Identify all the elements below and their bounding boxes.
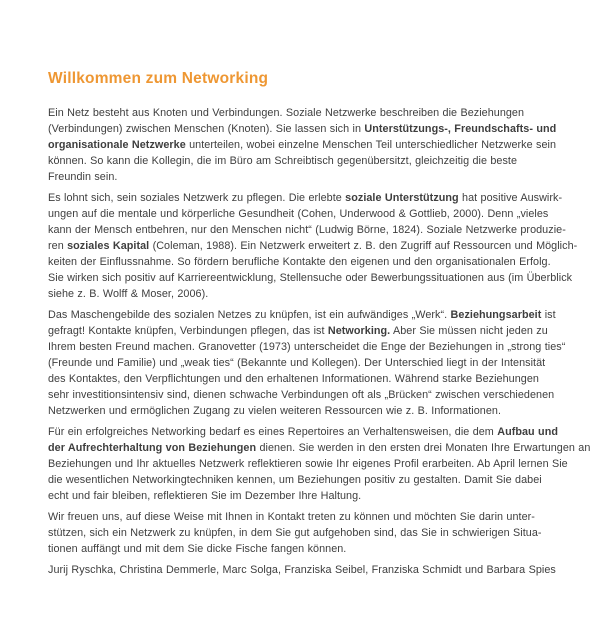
text-run: ist: [541, 309, 556, 321]
text-run: Es lohnt sich, sein soziales Netzwerk zu pflegen. Die erlebte: [48, 192, 346, 204]
text-run: ungen auf die mentale und körperliche Gesundheit (Cohen, Underwood & Gottlieb, 2000). Denn „vieles: [48, 208, 549, 220]
text-line: [48, 339, 572, 355]
text-run: keiten der Einflussnahme. So fördern berufliche Kontakte den eigenen und den organisationalen Erfolg.: [48, 256, 551, 268]
text-line: [48, 153, 572, 169]
text-run: stützen, sich ein Netzwerk zu knüpfen, in dem Sie gut aufgehoben sind, das Sie in schwierigen Situa-: [48, 527, 542, 539]
text-run: kann der Mensch entbehren, nur den Menschen nicht“ (Ludwig Börne, 1824). Soziale Netzwerke produzie-: [48, 224, 566, 236]
text-run: Sie wirken sich positiv auf Karriereentwicklung, Stellensuche oder Bewerbungssituationen aus (im Überblick: [48, 272, 573, 284]
page-title: Willkommen zum Networking: [48, 70, 269, 87]
text-line: [48, 222, 572, 238]
text-line: [48, 323, 572, 339]
bold-text-run: Networking.: [327, 325, 391, 337]
text-run: dienen. Sie werden in den ersten drei Monaten Ihre Erwartungen an: [256, 442, 591, 454]
text-line: [48, 270, 572, 286]
text-run: Aber Sie müssen nicht jeden zu: [390, 325, 548, 337]
text-line: [48, 238, 578, 254]
text-line: [48, 355, 572, 371]
text-run: (Freunde und Familie) und „weak ties“ (Bekannte und Kollegen). Der Unterschied liegt in der Intensität: [48, 357, 546, 369]
text-line: [48, 456, 572, 472]
paragraph: [48, 307, 572, 419]
authors-line: Jurij Ryschka, Christina Demmerle, Marc Solga, Franziska Seibel, Franziska Schmidt und Barbara Spies: [48, 564, 556, 576]
text-run: Netzwerken und ermöglichen Zugang zu vielen weiteren Ressourcen wie z. B. Informationen.: [48, 405, 502, 417]
text-run: Wir freuen uns, auf diese Weise mit Ihnen in Kontakt treten zu können und möchten Sie darin unter-: [48, 511, 535, 523]
bold-text-run: soziale Unterstützung: [345, 192, 459, 204]
bold-text-run: Unterstützungs-, Freundschafts- und: [364, 123, 557, 135]
text-run: des Kontaktes, den Verpflichtungen und den erhaltenen Informationen. Während starke Beziehungen: [48, 373, 539, 385]
text-run: können. So kann die Kollegin, die im Büro am Schreibtisch gegenübersitzt, gleichzeitig die beste: [48, 155, 518, 167]
text-line: [48, 488, 572, 504]
text-line: [48, 206, 572, 222]
text-line: [48, 403, 572, 419]
text-line: [48, 190, 572, 206]
text-line: [48, 424, 572, 440]
text-run: die wesentlichen Networkingtechniken kennen, um Beziehungen positiv zu gestalten. Damit Sie dabei: [48, 474, 542, 486]
text-run: siehe z. B. Wolff & Moser, 2006).: [48, 288, 209, 300]
bold-text-run: der Aufrechterhaltung von Beziehungen: [48, 442, 257, 454]
bold-text-run: soziales Kapital: [67, 240, 150, 252]
text-line: [48, 509, 572, 525]
text-line: [48, 105, 572, 121]
text-run: gefragt! Kontakte knüpfen, Verbindungen pflegen, das ist: [48, 325, 328, 337]
text-line: [48, 371, 572, 387]
text-run: Für ein erfolgreiches Networking bedarf es eines Repertoires an Verhaltensweisen, die dem: [48, 426, 498, 438]
text-line: [48, 307, 572, 323]
text-line: [48, 525, 572, 541]
text-run: sehr investitionsintensiv sind, dienen schwache Verbindungen oft als „Brücken“ zwischen verschiedenen: [48, 389, 555, 401]
text-run: Ein Netz besteht aus Knoten und Verbindungen. Soziale Netzwerke beschreiben die Beziehungen: [48, 107, 525, 119]
text-run: unterteilen, wobei einzelne Menschen Teil unterschiedlicher Netzwerke sein: [185, 139, 557, 151]
text-line: [48, 254, 572, 270]
text-run: hat positive Auswirk-: [458, 192, 563, 204]
text-run: Beziehungen und Ihr aktuelles Netzwerk reflektieren sowie Ihr eigenes Profil erarbeiten. Ab April lernen Sie: [48, 458, 568, 470]
paragraph: [48, 105, 572, 185]
text-run: Das Maschengebilde des sozialen Netzes zu knüpfen, ist ein aufwändiges „Werk“.: [48, 309, 451, 321]
text-line: [48, 137, 572, 153]
text-run: (Coleman, 1988). Ein Netzwerk erweitert z. B. den Zugriff auf Ressourcen und Möglich-: [149, 240, 578, 252]
text-run: Freundin sein.: [48, 171, 118, 183]
text-line: [48, 286, 572, 302]
bold-text-run: Beziehungsarbeit: [450, 309, 542, 321]
document-body: [48, 105, 591, 557]
text-line: [48, 472, 572, 488]
bold-text-run: Aufbau und: [497, 426, 558, 438]
text-run: ren: [48, 240, 68, 252]
paragraph: [48, 424, 591, 504]
text-run: (Verbindungen) zwischen Menschen (Knoten). Sie lassen sich in: [48, 123, 365, 135]
text-run: Ihrem besten Freund machen. Granovetter (1973) unterscheidet die Enge der Beziehungen in „strong ties“: [48, 341, 566, 353]
text-line: [48, 169, 572, 185]
bold-text-run: organisationale Netzwerke: [48, 139, 186, 151]
text-line: [48, 541, 572, 557]
text-line: [48, 121, 572, 137]
paragraph: [48, 509, 572, 557]
text-run: tionen auffängt und mit dem Sie dicke Fische fangen können.: [48, 543, 347, 555]
text-run: echt und fair bleiben, reflektieren Sie im Dezember Ihre Haltung.: [48, 490, 362, 502]
paragraph: [48, 190, 578, 302]
text-line: [48, 387, 572, 403]
text-line: [48, 440, 591, 456]
